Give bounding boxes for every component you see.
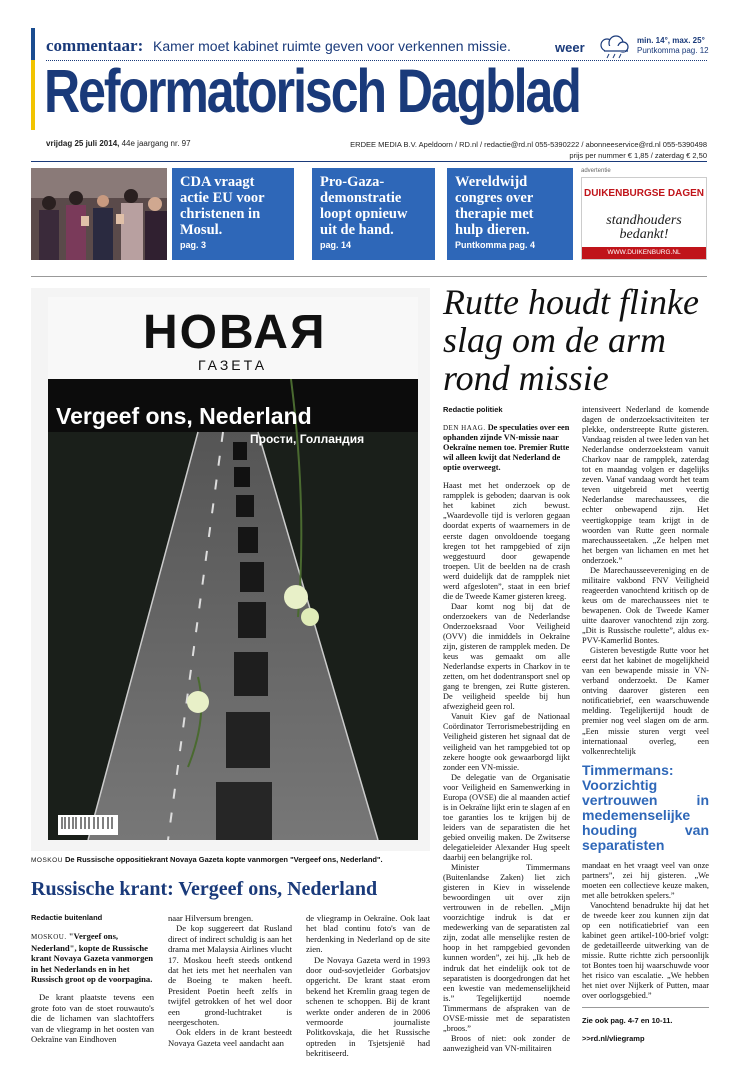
header-rule	[31, 161, 707, 162]
main-paragraph: Daar komt nog bij dat de onderzoekers van de Nederlandse Onderzoeksraad Voor Veiligheid (OVV) die inmiddels in Oekraïne zijn, gisteren de rampplek meden. De keus was gemaakt om alle Nederlandse experts in Charkov in te zetten, om het dodentransport snel op gang te brengen, zei Rutte gisteren. De veiligheid speelde bij hun afwezigheid geen rol.	[443, 601, 570, 712]
advertisement[interactable]	[581, 168, 707, 260]
sub-city: MOSKOU.	[31, 933, 67, 942]
publisher-info	[350, 139, 707, 161]
publisher-contact: ERDEE MEDIA B.V. Apeldoorn / RD.nl / redactie@rd.nl 055-5390222 / abonneeservice@rd.nl 055-5390498	[350, 140, 707, 149]
sub-paragraph: Ook elders in de krant besteedt Novaya Gazeta veel aandacht aan	[168, 1027, 292, 1048]
teaser-gaza[interactable]	[312, 168, 435, 260]
ad-line2: standhouders bedankt!	[606, 213, 682, 242]
main-paragraph: De Marechausseevereniging en de militaire vakbond FNV Veiligheid reageerden vanochtend kritisch op de keus om de marechaussees niet te bewapenen. Ook de Tweede Kamer uitte daarover vanochtend zijn zorg. „Dit is Russische roulette”, aldus ex-PVV-Kamerlid Bontes.	[582, 565, 709, 646]
main-paragraph: Minister Timmermans (Buitenlandse Zaken) liet zich gisteren in Kiev in wisselende bewoordingen uit over zijn vertrouwen in de rebellen. „Mijn voorzichtige indruk is dat er medewerking van de separatisten zal zijn, zodat alle menselijke resten de hoop in het rampgebied gevonden kunnen worden”, zei hij. „Ik heb de indruk dat het eindelijk ook tot de separatisten is doorgedrongen dat het een kwestie van medemenselijkheid is.” Tegelijkertijd noemde Timmermans de afspraken van de OVSE-missie met de separatisten „broos.”	[443, 863, 570, 1033]
praying-people-image	[31, 168, 167, 260]
commentaar-label: commentaar:	[46, 36, 144, 55]
main-paragraph: mandaat en het vraagt veel van onze partners”, zei hij gisteren. „We moeten een collectieve keuze maken, met alle betrokken spelers.”	[582, 860, 709, 900]
masthead-stripe-yellow	[31, 60, 35, 130]
main-article-col-2	[582, 405, 709, 1044]
price-info: prijs per nummer € 1,85 / zaterdag € 2,50	[569, 151, 707, 160]
sub-paragraph: De Novaya Gazeta werd in 1993 door oud-sovjetleider Gorbatsjov opgericht. De krant staat erom bekend het Kremlin graag tegen de schenen te schoppen. Bij de krant werkte onder anderen de in 2006 vermoorde journaliste Politkovskaja, die het Russische optreden in Tsjetsjenië had bekritiseerd.	[306, 954, 430, 1059]
main-byline: Redactie politiek	[443, 405, 503, 414]
commentaar-text: Kamer moet kabinet ruimte geven voor verkennen missie.	[153, 38, 511, 54]
caption-source: MOSKOU	[31, 857, 63, 864]
issue-edition: 44e jaargang nr. 97	[121, 139, 191, 148]
commentaar-line[interactable]	[46, 36, 511, 56]
teaser-title: CDA vraagt actie EU voor christenen in Mosul.	[180, 174, 265, 238]
sub-byline: Redactie buitenland	[31, 913, 103, 922]
cloud-rain-icon	[595, 34, 633, 60]
photo-caption	[31, 855, 430, 864]
teaser-cda[interactable]	[172, 168, 294, 260]
ad-url: WWW.DUIKENBURG.NL	[582, 247, 706, 259]
teaser-photo-mosul[interactable]	[31, 168, 167, 260]
article-end-rule	[582, 1007, 709, 1008]
main-city: DEN HAAG.	[443, 424, 486, 433]
main-article-title[interactable]: Rutte houdt flinke slag om de arm rond missie	[443, 282, 699, 398]
masthead-title[interactable]: Reformatorisch Dagblad	[44, 57, 580, 125]
paper-sub: ГАЗЕТА	[198, 357, 268, 373]
ad-box	[581, 177, 707, 260]
main-paragraph: De delegatie van de Organisatie voor Veiligheid en Samenwerking in Europa (OVSE) die al maanden actief is in Oekraïne lijkt erin te slagen af en toe garanties los te krijgen bij de leiders van de separatisten die het gebied onveilig maken. De Zwitserse delegatieleider Alexander Hug speelt daarbij een belangrijke rol.	[443, 772, 570, 863]
teaser-page: pag. 14	[320, 240, 352, 250]
teaser-title: Wereldwijd congres over therapie met hulp dieren.	[455, 174, 534, 238]
inset-quote: Timmermans: Voorzichtig vertrouwen in medemenselijke houding van separatisten	[582, 761, 709, 853]
sub-article-col-3	[306, 913, 430, 1059]
weather-label: weer	[555, 40, 585, 55]
teaser-title: Pro-Gaza-demonstratie loopt opnieuw uit de hand.	[320, 174, 408, 238]
main-paragraph: intensiveert Nederland de komende dagen de onderzoeksactiviteiten ter plekke, onderstreepte Rutte gisteren. Vandaag reisden al twee leden van het Nederlandse onderzoeksteam vanuit Charkov naar de rampplek, zaterdag tot en maandag volgen er dagelijks zeven. Vanaf vandaag wordt het team teven uitgebreid met veertig Nederlandse marechaussees, die echter onbewapend zijn. Het veertigkoppige team krijgt in de woorden van Rutte geen normale marechausseetaken. „Ze helpen met het bergen van lichamen en met het onderzoek.”	[582, 405, 709, 565]
caption-text: De Russische oppositiekrant Novaya Gazeta kopte vanmorgen "Vergeef ons, Nederland".	[65, 855, 383, 864]
sub-article-col-1	[31, 913, 154, 1044]
main-article-col-1	[443, 405, 570, 1054]
teaser-page: pag. 3	[180, 240, 207, 250]
novaya-gazeta-masthead	[48, 297, 418, 379]
web-link[interactable]: >>rd.nl/vliegramp	[582, 1034, 645, 1044]
main-lead: De speculaties over een ophanden zijnde VN-missie naar Oekraïne nemen toe. Premier Rutte wil alleen kwijt dat Nederland de optie overweegt.	[443, 423, 570, 473]
sub-lead: "Vergeef ons, Nederland", kopte de Russische krant Novaya Gazeta vanmorgen in het Nederlands en in het Russisch groot op de voorpagina.	[31, 931, 153, 985]
ad-label: advertentie	[581, 168, 611, 174]
cover-headline-ru: Прости, Голландия	[250, 432, 365, 446]
dateline	[46, 139, 191, 148]
teaser-page: Puntkomma pag. 4	[455, 240, 536, 250]
main-paragraph: Broos of niet: ook zonder de aanwezigheid van VN-militairen	[443, 1033, 570, 1053]
main-paragraph: Vanochtend benadrukte hij dat het de tweede keer zou kunnen zijn dat op een notificatiebrief van een kabinet geen artikel-100-brief volgt: de gedetailleerde uitwerking van de missie. Rutte richtte zich persoonlijk tot Bontes toen hij waarschuwde voor het risico van escalatie. „We hebben het niet over Nijkerk of Putten, maar over oorlogsgebied.”	[582, 900, 709, 1001]
main-paragraph: Haast met het onderzoek op de rampplek is geboden; daarvan is ook het kabinet zich bewust. „Waardevolle tijd is verloren gegaan doordat experts of waarnemers in de eerste dagen onvoldoende toegang kregen tot het rampgebied of zijn weggestuurd door gewapende troepen. Uit de beelden na de crash werd duidelijk dat de rampplek niet werd afgesloten”, staat in een brief die de Tweede Kamer gisteren kreeg.	[443, 481, 570, 601]
cover-headline-nl: Vergeef ons, Nederland	[56, 403, 312, 429]
main-paragraph: Gisteren bevestigde Rutte voor het eerst dat het kabinet de mogelijkheid van een bewapende missie in VN-verband onderzoekt. De Kamer ontving daarover gisteren een notificatiebrief, een waarschuwende melding. Tegelijkertijd houdt de premier nog veel slagen om de arm. „Een missie sturen vergt veel internationaal overleg, een volkenrechtelijk	[582, 646, 709, 756]
issue-date: vrijdag 25 juli 2014,	[46, 139, 120, 148]
sub-paragraph: De kop suggereert dat Rusland direct of indirect schuldig is aan het drama met Malaysia Airlines vlucht 17. Moskou heeft steeds ontkend dat het iets met het neerhalen van de Boeing te maken heeft. President Poetin heeft zelfs in twijfel getrokken of het wel door een grond-luchtraket is neergeschoten.	[168, 923, 292, 1028]
see-also[interactable]: Zie ook pag. 4-7 en 10-11.	[582, 1016, 673, 1026]
sub-paragraph: naar Hilversum brengen.	[168, 913, 254, 923]
sub-article-col-2	[168, 913, 292, 1048]
sub-article-title[interactable]: Russische krant: Vergeef ons, Nederland	[31, 878, 378, 900]
ad-line1: DUIKENBURGSE DAGEN	[583, 188, 704, 199]
sub-paragraph: De krant plaatste tevens een grote foto van de stoet rouwauto's die de lichamen van slachtoffers van de vliegramp in het oosten van Oekraïne van Eindhoven	[31, 992, 154, 1045]
main-paragraph: Vanuit Kiev gaf de Nationaal Coördinator Terrorismebestrijding en Veiligheid gisteren het signaal dat de veiligheid van het rampgebied tot op zekere hoogte ook gewaarborgd lijkt zonder een VN-missie.	[443, 712, 570, 772]
sub-paragraph: de vliegramp in Oekraïne. Ook laat het blad continu foto's van de herdenking in Nederland op de site zien.	[306, 913, 430, 955]
weather-temps: min. 14°, max. 25°	[637, 36, 705, 45]
masthead-stripe-blue	[31, 28, 35, 60]
section-rule	[31, 276, 707, 277]
weather-ref: Puntkomma pag. 12	[637, 46, 709, 55]
teaser-congres[interactable]	[447, 168, 573, 260]
paper-name: НОВАЯ	[143, 306, 327, 359]
